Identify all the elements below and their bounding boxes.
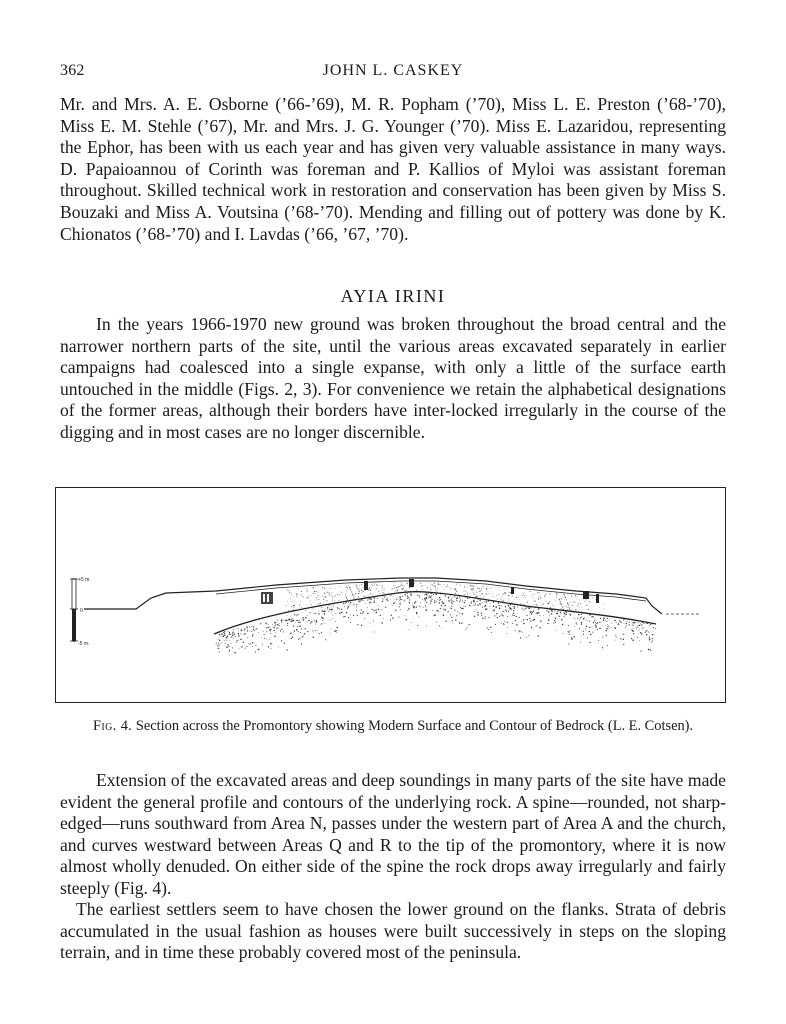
intro-text: In the years 1966-1970 new ground was broken throughout the broad central and the narrower northern parts of the site, until the various areas excavated separately in earlier campaigns had coalesced into a single expanse, with only a little of the surface earth untouched in the middle (Figs. 2, 3). For convenience we retain the alphabetical designations of the former areas, although their borders have inter-locked irregularly in the course of the digging and in most cases are no longer discernible.: [60, 314, 726, 442]
earliest-text: The earliest settlers seem to have chosen the lower ground on the flanks. Strata of debris accumulated in the usual fashion as houses were built successively in steps on the sloping terrain, and in time these probably covered most of the peninsula.: [60, 899, 726, 963]
running-head: JOHN L. CASKEY: [322, 62, 464, 79]
section-drawing: [56, 488, 727, 704]
figure-section-drawing: [55, 487, 726, 703]
section-heading: AYIA IRINI: [340, 286, 446, 306]
figure-label: Fig. 4.: [92, 718, 133, 734]
extension-paragraph: [60, 770, 726, 900]
scale-zero-label: 0: [80, 608, 83, 614]
earliest-paragraph: [60, 899, 726, 964]
page-number: 362: [60, 62, 85, 79]
figure-caption: [60, 717, 726, 735]
scale-bar: [70, 577, 91, 647]
extension-text: Extension of the excavated areas and deep soundings in many parts of the site have made evident the general profile and contours of the underlying rock. A spine—rounded, not sharp-edged—runs southward from Area N, passes under the western part of Area A and the church, and curves westward between Areas Q and R to the tip of the promontory, where it is now almost wholly denuded. On either side of the spine the rock drops away irregularly and fairly steeply (Fig. 4).: [60, 770, 726, 898]
figure-caption-text: Section across the Promontory showing Modern Surface and Contour of Bedrock (L. E. Cotsen).: [135, 718, 694, 734]
acknowledgements-paragraph: [60, 94, 726, 245]
scale-bottom-label: -5 m.: [78, 641, 90, 647]
intro-paragraph: [60, 314, 726, 444]
scale-top-label: +5 m.: [78, 577, 91, 583]
acknowledgements-text: Mr. and Mrs. A. E. Osborne (’66-’69), M. R. Popham (’70), Miss L. E. Preston (’68-’70), Miss E. M. Stehle (’67), Mr. and Mrs. J. G. Younger (’70). Miss E. Lazaridou, representing the Ephor, has been with us each year and has given very valuable assistance in many ways. D. Papaioannou of Corinth was foreman and P. Kallios of Myloi was assistant foreman throughout. Skilled technical work in restoration and conservation has been given by Miss S. Bouzaki and Miss A. Voutsina (’68-’70). Mending and filling out of pottery was done by K. Chionatos (’68-’70) and I. Lavdas (’66, ’67, ’70).: [60, 94, 726, 244]
